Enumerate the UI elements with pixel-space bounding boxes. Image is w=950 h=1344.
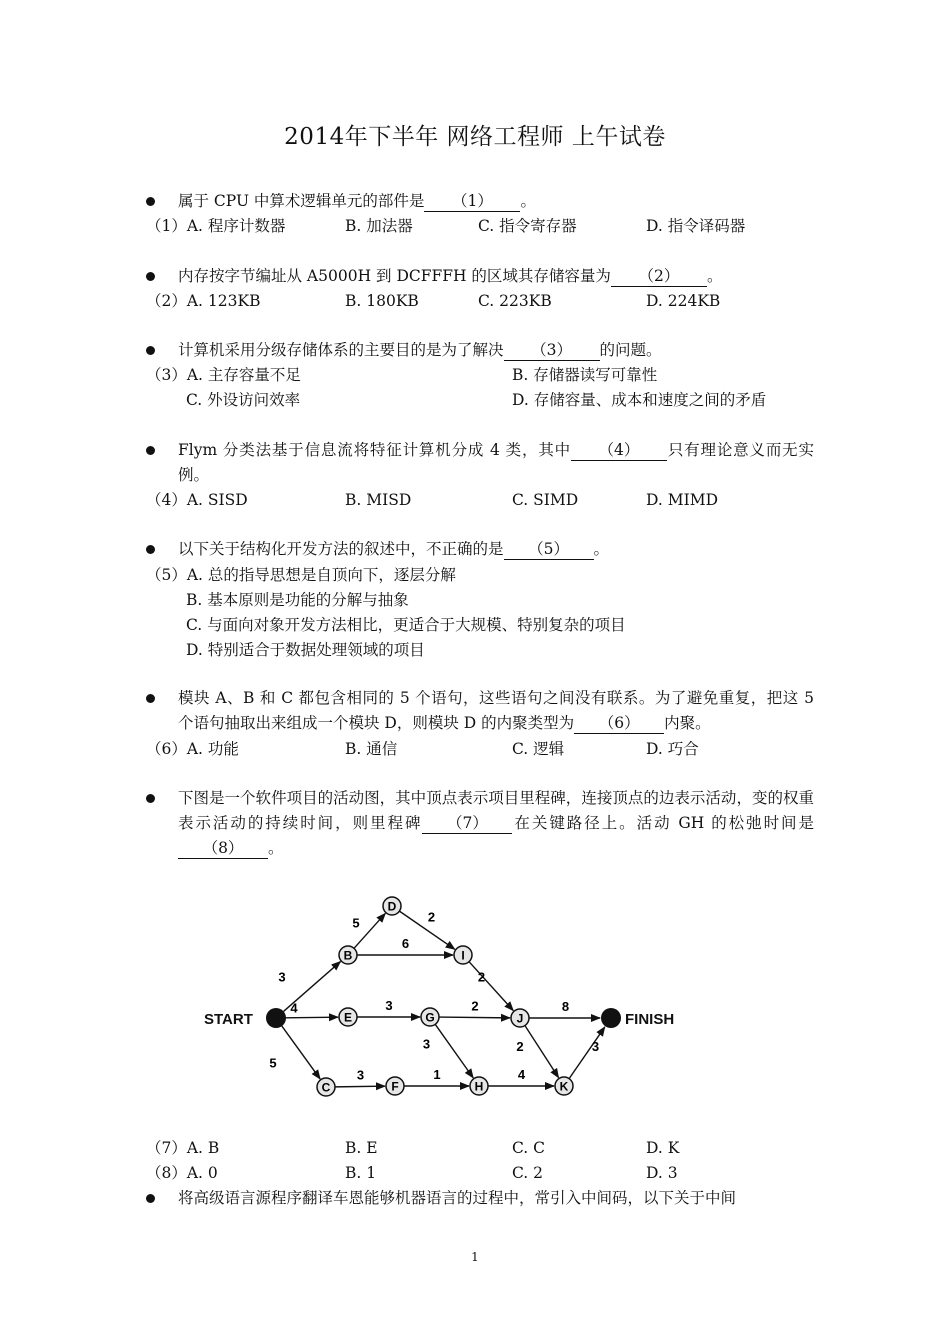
node-label: C xyxy=(321,1080,331,1095)
option-c: C. 指令寄存器 xyxy=(478,217,577,235)
question-2 xyxy=(146,264,814,289)
option-d: D. 224KB xyxy=(646,292,721,310)
edge-g-j xyxy=(439,1017,510,1018)
bullet-icon xyxy=(146,694,155,703)
node-label: H xyxy=(474,1079,484,1094)
question-3 xyxy=(146,338,814,363)
edge-weight-label: 3 xyxy=(422,1036,431,1052)
stem-text-end: 的问题。 xyxy=(599,341,662,359)
stem-text-end: 。 xyxy=(593,540,610,558)
edge-k-finish xyxy=(569,1027,605,1079)
option-d: D. 巧合 xyxy=(646,740,699,758)
question-9 xyxy=(146,1186,814,1211)
bullet-icon xyxy=(146,1194,155,1203)
start-node xyxy=(266,1008,286,1028)
option-b: B. 通信 xyxy=(345,740,398,758)
option-b: B. 180KB xyxy=(345,292,419,310)
edge-weight-label: 2 xyxy=(427,909,436,925)
edge-weight-label: 3 xyxy=(278,969,286,985)
nodes-layer xyxy=(266,897,621,1096)
option-c: C. 223KB xyxy=(478,292,552,310)
edge-g-h xyxy=(435,1024,473,1078)
answer-blank: （2） xyxy=(611,267,707,287)
edge-weight-label: 3 xyxy=(591,1039,600,1054)
stem-text-end: 。 xyxy=(520,192,536,210)
finish-node xyxy=(601,1008,621,1028)
question-stem: 将高级语言源程序翻译车恩能够机器语言的过程中，常引入中间码，以下关于中间 xyxy=(178,1189,737,1207)
stem-text: 属于 CPU 中算术逻辑单元的部件是 xyxy=(178,192,425,210)
option-b: B. 基本原则是功能的分解与抽象 xyxy=(186,591,409,609)
option-c: C. C xyxy=(512,1139,546,1157)
page-title: 2014年下半年 网络工程师 上午试卷 xyxy=(284,124,666,150)
option-a: （3）A. 主存容量不足 xyxy=(146,366,301,384)
option-c: C. 2 xyxy=(512,1164,544,1182)
stem-text: Flym 分类法基于信息流将特征计算机分成 4 类，其中 xyxy=(178,441,571,459)
answer-blank: （5） xyxy=(504,540,594,560)
node-label: I xyxy=(461,948,465,963)
option-a: （5）A. 总的指导思想是自顶向下，逐层分解 xyxy=(146,566,456,584)
option-a: （2）A. 123KB xyxy=(146,292,261,310)
edge-j-k xyxy=(525,1026,559,1078)
stem-text: 模块 A、B 和 C 都包含相同的 5 个语句，这些语句之间没有联系。为了避免重复，把这 5 个语句抽取出来组成一个模块 D，则模块 D 的内聚类型为 xyxy=(178,689,814,732)
question-stem xyxy=(178,189,814,214)
answer-blank: （6） xyxy=(574,714,664,734)
option-c: C. SIMD xyxy=(512,491,579,509)
option-c: C. 与面向对象开发方法相比，更适合于大规模、特别复杂的项目 xyxy=(186,616,626,634)
edge-weight-label: 2 xyxy=(477,969,486,985)
edge-weight-label: 2 xyxy=(471,998,479,1014)
node-label: E xyxy=(343,1010,353,1025)
bullet-icon xyxy=(146,272,155,281)
option-a: （1）A. 程序计数器 xyxy=(146,217,286,235)
bullet-icon xyxy=(146,197,155,206)
question-1 xyxy=(146,189,814,214)
stem-text-end: 。 xyxy=(268,839,284,857)
option-a: （4）A. SISD xyxy=(146,491,248,509)
stem-text: 以下关于结构化开发方法的叙述中，不正确的是 xyxy=(178,540,504,558)
edge-weight-label: 8 xyxy=(561,999,570,1014)
edge-weight-label: 4 xyxy=(290,1000,298,1016)
option-d: D. MIMD xyxy=(646,491,719,509)
option-a: （7）A. B xyxy=(146,1139,220,1157)
question-stem xyxy=(178,264,814,289)
question-6 xyxy=(146,686,814,736)
edge-weight-label: 6 xyxy=(401,936,410,951)
option-a: （6）A. 功能 xyxy=(146,740,239,758)
question-stem xyxy=(178,537,814,562)
edge-c-f xyxy=(335,1086,385,1087)
stem-text: 内存按字节编址从 A5000H 到 DCFFFH 的区域其存储容量为 xyxy=(178,267,611,285)
option-d: D. K xyxy=(646,1139,680,1157)
option-d: D. 3 xyxy=(646,1164,678,1182)
option-c: C. 外设访问效率 xyxy=(186,391,301,409)
start-label: START xyxy=(204,1011,253,1028)
option-d: D. 指令译码器 xyxy=(646,217,746,235)
stem-text-end: 。 xyxy=(706,267,723,285)
question-stem xyxy=(178,686,814,736)
node-label: K xyxy=(559,1079,569,1094)
node-label: B xyxy=(343,948,353,963)
option-d: D. 特别适合于数据处理领域的项目 xyxy=(186,641,425,659)
question-7 xyxy=(146,786,814,861)
question-4 xyxy=(146,438,814,488)
option-b: B. MISD xyxy=(345,491,412,509)
finish-label: FINISH xyxy=(625,1011,675,1028)
stem-text: 计算机采用分级存储体系的主要目的是为了解决 xyxy=(178,341,504,359)
answer-blank: （4） xyxy=(571,441,667,461)
activity-diagram xyxy=(200,888,700,1108)
edge-weight-label: 3 xyxy=(356,1067,365,1083)
option-d: D. 存储容量、成本和速度之间的矛盾 xyxy=(512,391,767,409)
edge-weight-label: 1 xyxy=(433,1067,441,1082)
question-stem xyxy=(178,438,814,488)
node-label: F xyxy=(391,1079,399,1094)
node-label: D xyxy=(387,899,397,914)
stem-text: 下图是一个软件项目的活动图，其中顶点表示项目里程碑，连接顶点的边表示活动，变的权重表示活动的持续时间，则里程碑 xyxy=(178,789,814,832)
option-b: B. 存储器读写可靠性 xyxy=(512,366,658,384)
bullet-icon xyxy=(146,794,155,803)
node-label: J xyxy=(516,1011,524,1026)
edge-weight-label: 5 xyxy=(352,915,360,931)
edge-weight-label: 5 xyxy=(269,1055,277,1071)
option-b: B. E xyxy=(345,1139,378,1157)
edge-weight-label: 3 xyxy=(385,998,393,1013)
page-number: 1 xyxy=(471,1250,479,1264)
stem-text-mid: 在关键路径上。活动 GH 的松弛时间是 xyxy=(512,814,814,832)
option-a: （8）A. 0 xyxy=(146,1164,218,1182)
edges-layer xyxy=(269,910,604,1087)
stem-text-end: 内聚。 xyxy=(664,714,711,732)
option-b: B. 加法器 xyxy=(345,217,413,235)
answer-blank-2: （8） xyxy=(178,839,268,859)
answer-blank: （7） xyxy=(422,814,512,834)
answer-blank: （1） xyxy=(424,192,520,212)
edge-weight-label: 4 xyxy=(517,1067,526,1082)
bullet-icon xyxy=(146,446,155,455)
stem-text-end: 只有理论意义而无实例。 xyxy=(178,441,814,484)
option-b: B. 1 xyxy=(345,1164,377,1182)
edge-weight-label: 2 xyxy=(516,1039,524,1054)
bullet-icon xyxy=(146,545,155,554)
edge-start-c xyxy=(282,1026,320,1079)
question-5 xyxy=(146,537,814,562)
option-c: C. 逻辑 xyxy=(512,740,565,758)
question-stem xyxy=(178,338,814,363)
edge-start-e xyxy=(286,1017,338,1018)
question-stem xyxy=(178,786,814,861)
node-label: G xyxy=(425,1010,435,1025)
bullet-icon xyxy=(146,346,155,355)
answer-blank: （3） xyxy=(504,341,600,361)
